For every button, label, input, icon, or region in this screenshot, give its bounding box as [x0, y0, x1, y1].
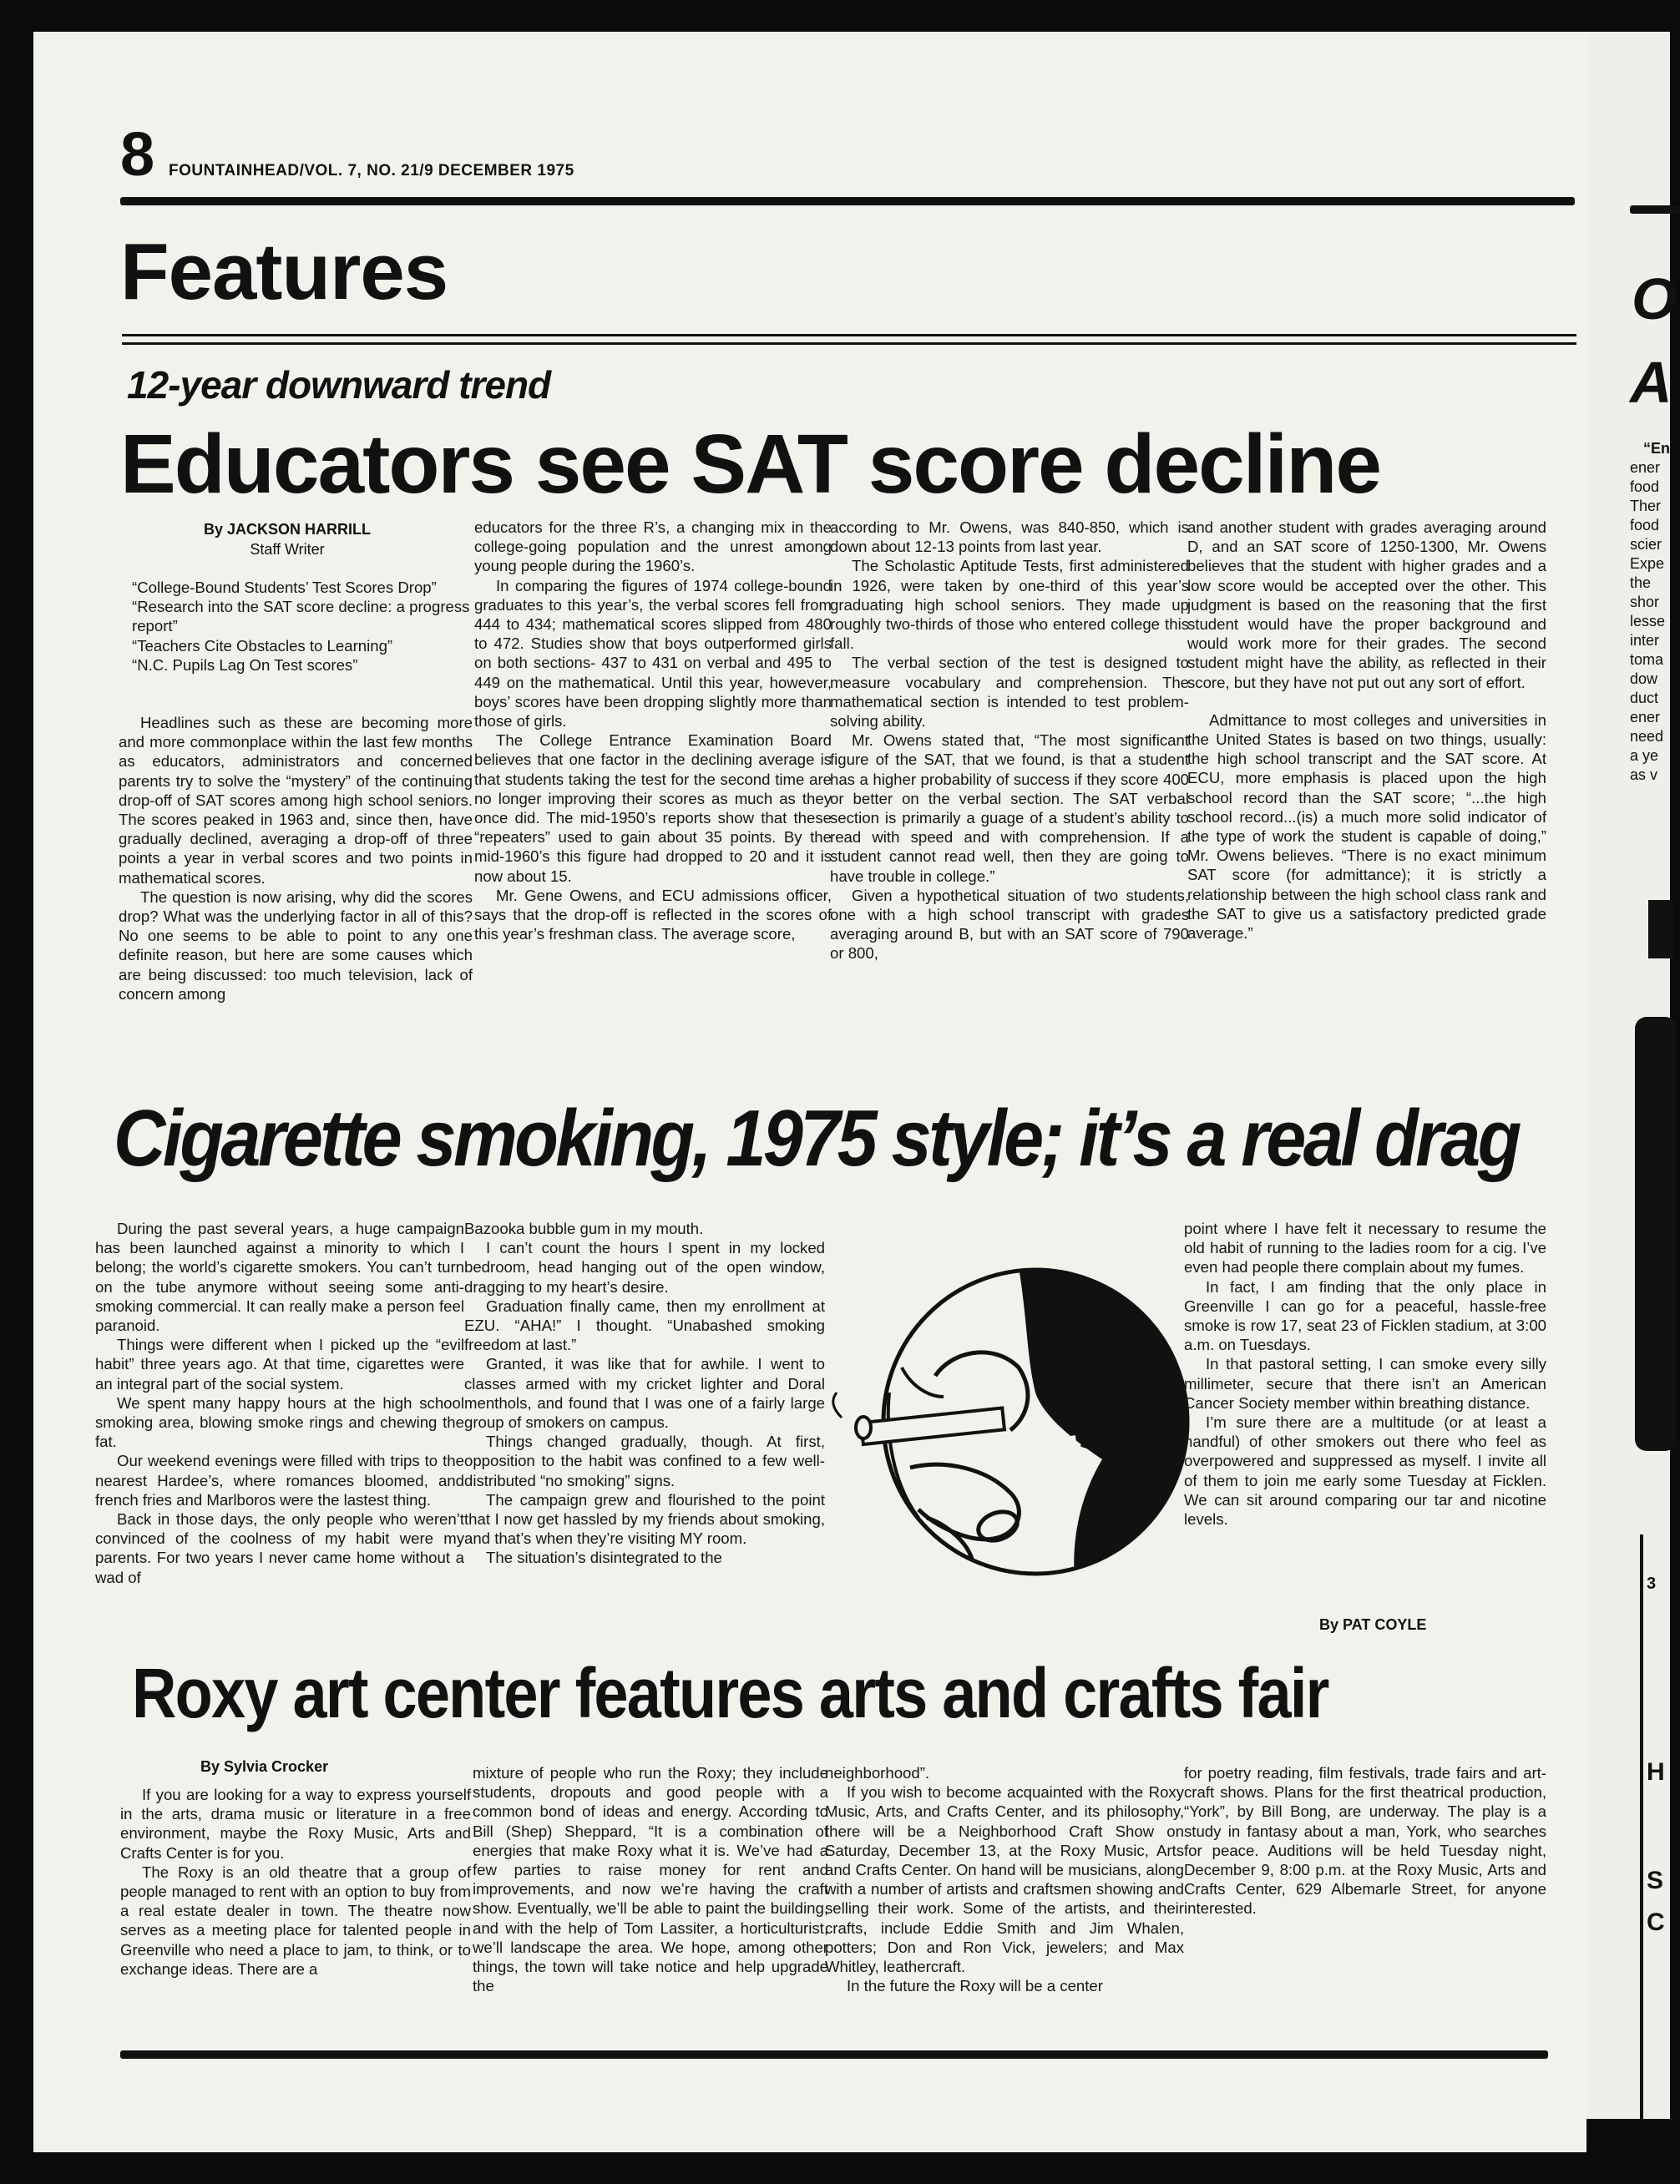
paragraph: The campaign grew and flourished to the point that I now get hassled by my friends about smoking, and that’s when they’re visiting MY room. — [464, 1490, 825, 1548]
fragment: the — [1630, 574, 1652, 591]
paragraph: In that pastoral setting, I can smoke every silly millimeter, secure that there isn’t an American Cancer Society member within breathing distance. — [1184, 1355, 1546, 1412]
fragment: Expe — [1630, 555, 1665, 572]
article3-byline — [200, 1757, 328, 1777]
fragment: H — [1647, 1758, 1665, 1786]
paragraph: Things were different when I picked up the “evil habit” three years ago. At that time, cigarettes were an integral part of the social system. — [95, 1336, 464, 1393]
article2-byline-name: By PAT COYLE — [1319, 1616, 1427, 1633]
bottom-rule — [120, 2050, 1548, 2059]
paragraph: I can’t count the hours I spent in my locked bedroom, head hanging out of the open window, dragging to my heart’s desire. — [464, 1239, 825, 1296]
fragment: duct — [1630, 690, 1659, 706]
paragraph: The question is now arising, why did the scores drop? What was the underlying factor in all of this? No one seems to be able to point to any one definite reason, but here are some causes which are being discussed: too much television, lack of concern among — [119, 887, 473, 1003]
article3-column-4 — [1184, 1763, 1546, 1919]
adjacent-ad-border — [1635, 1017, 1677, 1451]
paragraph: point where I have felt it necessary to resume the old habit of running to the ladies room for a cig. I’ve even had people there complain about my fumes. — [1184, 1220, 1546, 1277]
fragment: scier — [1630, 536, 1662, 553]
article3-column-3 — [825, 1763, 1184, 1995]
cigarette-hand-illustration — [827, 1251, 1211, 1593]
fragment: Ther — [1630, 498, 1662, 514]
article3-headline: Roxy art center features arts and crafts fair — [132, 1654, 1328, 1732]
paragraph: mixture of people who run the Roxy; they include students, dropouts and good people with a common bond of ideas and energy. According to Bill (Shep) Sheppard, “It is a combination of energies that make Roxy what it is. We’ve had a few parties to raise money for rent and improvements, and now we’re having the craft show. Eventually, we’ll be able to paint the building, and with the help of Tom Lassiter, a horticulturist, we’ll landscape the area. We hope, among other things, the town will take notice and help upgrade the — [473, 1764, 828, 1995]
article1-column-4 — [1187, 518, 1546, 943]
article2-column-1 — [95, 1219, 464, 1587]
paragraph: according to Mr. Owens, was 840-850, which is down about 12-13 points from last year. — [830, 518, 1189, 556]
fragment: ener — [1630, 459, 1661, 476]
fragment: “En — [1643, 440, 1671, 457]
paragraph: Mr. Gene Owens, and ECU admissions officer, says that the drop-off is reflected in the scores of this year’s freshman class. The average score, — [474, 886, 832, 943]
article3-byline-name: By Sylvia Crocker — [200, 1758, 329, 1775]
quote-item: “College-Bound Students’ Test Scores Drop” — [132, 579, 437, 596]
paragraph: neighborhood”. — [825, 1764, 930, 1782]
section-rule-top — [122, 334, 1576, 336]
paragraph: The Scholastic Aptitude Tests, first administered in 1926, were taken by one-third of this year’s graduating high school seniors. They made up roughly two-thirds of those who entered college this fall. — [830, 557, 1189, 653]
page-number: 8 — [120, 119, 155, 189]
newspaper-page — [33, 32, 1586, 2152]
section-rule-bottom — [122, 342, 1576, 345]
quote-item: “Research into the SAT score decline: a progress report” — [132, 598, 470, 635]
article1-column-3 — [830, 518, 1189, 963]
paragraph: Back in those days, the only people who weren’t convinced of the coolness of my habit were my parents. For two years I never came home without a wad of — [95, 1510, 464, 1586]
adjacent-block — [1648, 900, 1673, 958]
fragment: toma — [1630, 651, 1664, 668]
section-title: Features — [120, 227, 448, 316]
article1-column-1 — [119, 713, 473, 1004]
adjacent-headline-fragment: A — [1630, 350, 1672, 415]
article1-column-2 — [474, 518, 832, 943]
article1-byline-name: By JACKSON HARRILL — [203, 521, 371, 538]
quote-item: “N.C. Pupils Lag On Test scores” — [132, 655, 358, 674]
quote-item: “Teachers Cite Obstacles to Learning” — [132, 636, 393, 655]
fragment: food — [1630, 517, 1660, 533]
paragraph: I’m sure there are a multitude (or at least a handful) of other smokers out there who feel as overpowered and suppressed as myself. I invite all of them to join me early some Tuesday at Ficklen. We can sit around comparing our tar and nicotine levels. — [1184, 1413, 1546, 1529]
article2-headline: Cigarette smoking, 1975 style; it’s a real drag — [114, 1094, 1519, 1183]
paragraph: In the future the Roxy will be a center — [847, 1977, 1103, 1995]
paragraph: Mr. Owens stated that, “The most significant figure of the SAT, that we found, is that a student has a higher probability of success if they score 400 or better on the verbal section. The SAT verbal section is primarily a guage of a student’s ability to read with speed and with comprehension. If a student cannot read well, then they are going to have trouble in college.” — [830, 731, 1189, 885]
publication-line: FOUNTAINHEAD/VOL. 7, NO. 21/9 DECEMBER 1975 — [169, 162, 574, 179]
article1-kicker: 12-year downward trend — [127, 363, 551, 407]
adjacent-ad-box — [1640, 1534, 1677, 2119]
adjacent-rule — [1630, 205, 1680, 214]
article1-headline: Educators see SAT score decline — [120, 417, 1380, 511]
article3-column-2 — [473, 1763, 828, 1995]
paragraph: Admittance to most colleges and universities in the United States is based on two things, usually: the high school transcript and the SAT score. At ECU, more emphasis is placed upon the high school record than the SAT score; “...the high school record...(is) a much more solid indicator of the type of work the student is capable of doing,” Mr. Owens believes. “There is no exact minimum SAT score (for admittance); it is strictly a relationship between the high school class rank and the SAT to give us a satisfactory predicted grade average.” — [1187, 710, 1546, 943]
fragment: dow — [1630, 670, 1658, 687]
paragraph: The situation’s disintegrated to the — [486, 1549, 722, 1567]
paragraph: Our weekend evenings were filled with trips to the nearest Hardee’s, where romances bloomed, and french fries and Marlboros were the lastest thing. — [95, 1452, 464, 1509]
masthead-rule — [120, 197, 1575, 205]
paragraph: Given a hypothetical situation of two students, one with a high school transcript with grades averaging around B, but with an SAT score of 790 or 800, — [830, 886, 1189, 963]
fragment: ener — [1630, 709, 1661, 725]
adjacent-headline-fragment: O — [1632, 266, 1677, 331]
paragraph: The Roxy is an old theatre that a group of people managed to rent with an option to buy from a real estate dealer in town. The theatre now serves as a meeting place for talented people in Greenville who need a place to jam, to think, or to exchange ideas. There are a — [120, 1863, 471, 1978]
paragraph: In comparing the figures of 1974 college-bound graduates to this year’s, the verbal scores fell from 444 to 434; mathematical scores slipped from 480 to 472. Studies show that boys outperformed girls on both sections- 437 to 431 on verbal and 495 to 449 on the mathematical. Until this year, however, boys’ scores have been dropping slightly more than those of girls. — [474, 576, 832, 731]
article3-column-1 — [120, 1785, 471, 1979]
fragment: need — [1630, 728, 1664, 745]
article2-column-2 — [464, 1219, 825, 1568]
article2-byline — [1319, 1615, 1426, 1635]
paragraph: We spent many happy hours at the high school smoking area, blowing smoke rings and chewing the fat. — [95, 1393, 464, 1451]
fragment: shor — [1630, 594, 1660, 610]
fragment: inter — [1630, 632, 1660, 649]
fragment: 3 — [1647, 1575, 1657, 1593]
paragraph: If you wish to become acquainted with the Roxy Music, Arts, and Crafts Center, and its philosophy, there will be a Neighborhood Craft Show on Saturday, December 13, at the Roxy Music, Arts and Crafts Center. On hand will be musicians, along with a number of artists and craftsmen showing and selling their work. Some of the artists, and their crafts, include Eddie Smith and Jim Whalen, potters; Don and Ron Vick, jewelers; and Max Whitley, leathercraft. — [825, 1783, 1184, 1976]
paragraph: If you are looking for a way to express yourself in the arts, drama music or literature in a free environment, maybe the Roxy Music, Arts and Crafts Center is for you. — [120, 1786, 471, 1862]
paragraph: During the past several years, a huge campaign has been launched against a minority to which I belong; the world’s cigarette smokers. You can’t turn on the tube anymore without seeing some anti-smoking commercial. It can really make a person feel paranoid. — [95, 1220, 464, 1335]
adjacent-page-edge — [1586, 32, 1677, 2119]
fragment: food — [1630, 478, 1660, 495]
paragraph: Things changed gradually, though. At first, opposition to the habit was confined to a few well-distributed “no smoking” signs. — [464, 1433, 825, 1489]
paragraph: for poetry reading, film festivals, trade fairs and art-craft shows. Plans for the first theatrical production, “York”, by Bill Bong, are underway. The play is a study in fantasy about a man, York, who searches for peace. Auditions will be held Tuesday night, December 9, 8:00 p.m. at the Roxy Music, Arts and Crafts Center, 629 Albemarle Street, for anyone interested. — [1184, 1764, 1546, 1918]
fragment: as v — [1630, 766, 1658, 783]
article2-column-3 — [1184, 1219, 1546, 1529]
paragraph: The verbal section of the test is designed to measure vocabulary and comprehension. The mathematical section is intended to test problem-solving ability. — [830, 654, 1189, 731]
paragraph: Granted, it was like that for awhile. I went to classes armed with my cricket lighter and Doral menthols, and found that I was one of a fairly large group of smokers on campus. — [464, 1355, 825, 1432]
paragraph: Bazooka bubble gum in my mouth. — [464, 1220, 704, 1237]
article1-byline — [120, 519, 454, 560]
paragraph: Graduation finally came, then my enrollment at EZU. “AHA!” I thought. “Unabashed smoking freedom at last.” — [464, 1297, 825, 1354]
paragraph: The College Entrance Examination Board believes that one factor in the declining average is that students taking the test for the second time are no longer improving their scores as much as they once did. The mid-1950’s reports show that these “repeaters” used to gain about 35 points. By the mid-1960’s this figure had dropped to 20 and it is now about 15. — [474, 731, 832, 885]
paragraph: educators for the three R’s, a changing mix in the college-going population and the unrest among young people during the 1960’s. — [474, 518, 832, 575]
fragment: C — [1647, 1908, 1665, 1936]
fragment: S — [1647, 1867, 1664, 1894]
article1-byline-title: Staff Writer — [250, 541, 325, 559]
fragment: lesse — [1630, 613, 1666, 629]
paragraph: and another student with grades averaging around D, and an SAT score of 1250-1300, Mr. Owens believes that the student with higher grades and a low score would be accepted over the other. This judgment is based on the reasoning that the first student would have the proper background and would work more for their grades. The second student might have the ability, as reflected in their score, but they have not put out any sort of effort. — [1187, 518, 1546, 691]
paragraph: Headlines such as these are becoming more and more commonplace within the last few months as educators, administrators and concerned parents try to solve the “mystery” of the continuing drop-off of SAT scores among high school seniors. The scores peaked in 1963 and, since then, have gradually declined, averaging a drop-off of three points a year in verbal scores and two points in mathematical scores. — [119, 714, 473, 887]
article1-quote-list — [119, 578, 473, 675]
paragraph: In fact, I am finding that the only place in Greenville I can go for a peaceful, hassle-free smoke is row 17, seat 23 of Ficklen stadium, at 3:00 a.m. on Tuesdays. — [1184, 1277, 1546, 1354]
adjacent-text-fragments — [1630, 439, 1670, 785]
fragment: a ye — [1630, 747, 1659, 764]
